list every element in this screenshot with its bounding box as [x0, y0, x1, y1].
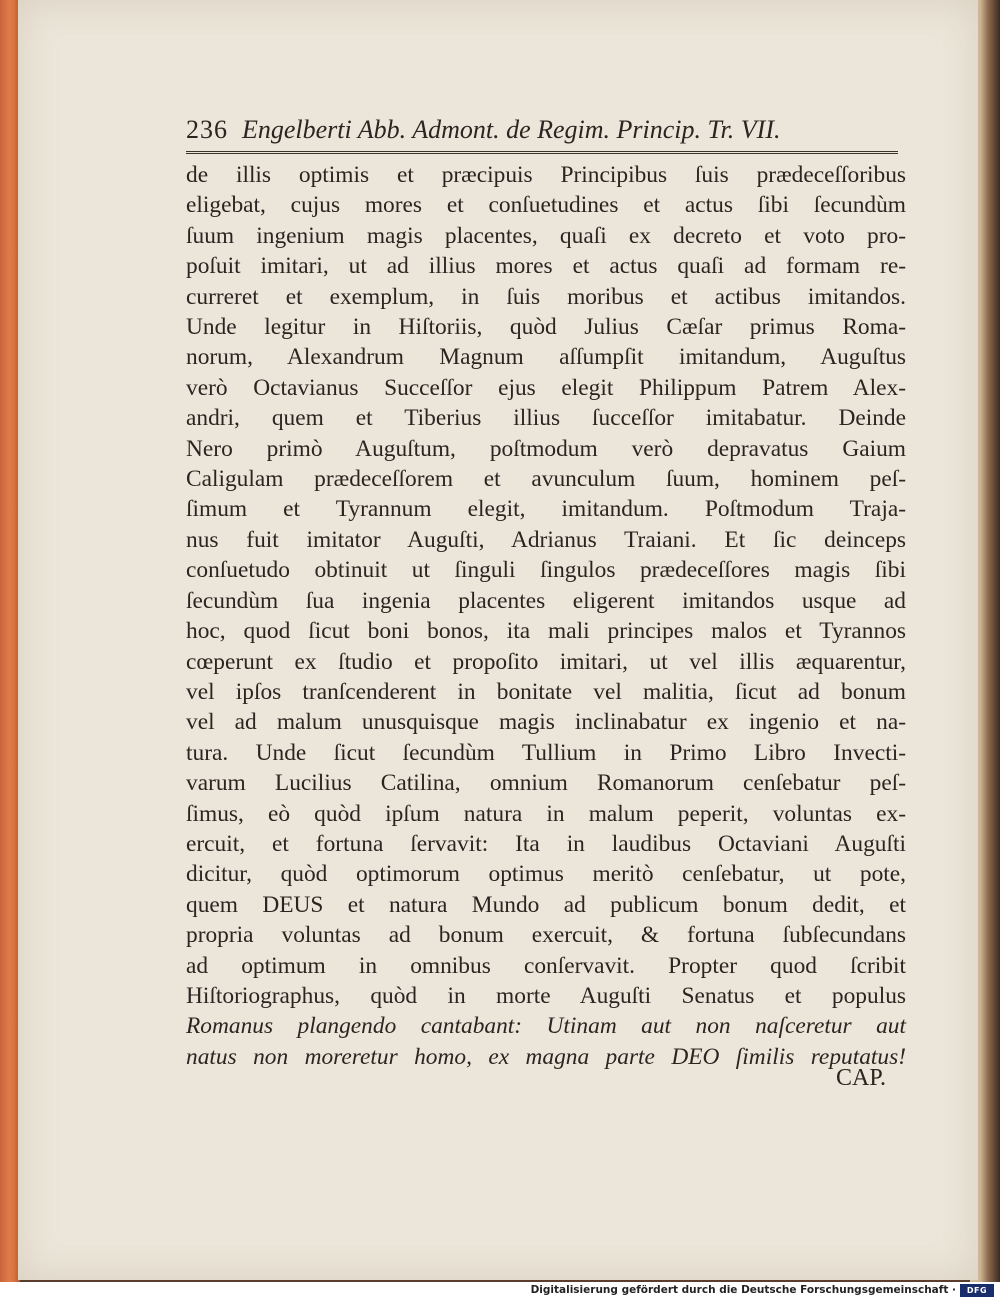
book-edge-left: [0, 0, 20, 1282]
text-line: eligebat, cujus mores et conſuetudines et actus ſibi ſecundùm: [186, 192, 906, 219]
text-line: Caligulam prædeceſſorem et avunculum ſuum, hominem peſ-: [186, 466, 906, 493]
text-line: quem DEUS et natura Mundo ad publicum bonum dedit, et: [186, 891, 906, 918]
text-line: nus fuit imitator Auguſti, Adrianus Traiani. Et ſic deinceps: [186, 526, 906, 553]
text-line: andri, quem et Tiberius illius ſucceſſor imitabatur. Deinde: [186, 405, 906, 432]
text-line: cœperunt ex ſtudio et propoſito imitari, ut vel illis æquarentur,: [186, 648, 906, 675]
text-line: ſecundùm ſua ingenia placentes eligerent imitandos usque ad: [186, 587, 906, 614]
text-line: ad optimum in omnibus conſervavit. Propter quod ſcribit: [186, 952, 906, 979]
text-line: hoc, quod ſicut boni bonos, ita mali principes malos et Tyrannos: [186, 618, 906, 645]
page-number: 236: [186, 115, 228, 144]
text-line: ſimus, eò quòd ipſum natura in malum peperit, voluntas ex-: [186, 800, 906, 827]
page-content: [186, 115, 906, 1072]
text-line: Hiſtoriographus, quòd in morte Auguſti Senatus et populus: [186, 982, 906, 1009]
text-line: Unde legitur in Hiſtoriis, quòd Julius Cæſar primus Roma-: [186, 314, 906, 341]
header-rule: [186, 151, 898, 154]
text-line: Romanus plangendo cantabant: Utinam aut non naſceretur aut: [186, 1013, 906, 1040]
text-line: vel ipſos tranſcenderent in bonitate vel malitia, ſicut ad bonum: [186, 678, 906, 705]
text-line: ercuit, et fortuna ſervavit: Ita in laudibus Octaviani Auguſti: [186, 830, 906, 857]
catchword: CAP.: [836, 1065, 887, 1091]
text-line: conſuetudo obtinuit ut ſinguli ſingulos prædeceſſores magis ſibi: [186, 557, 906, 584]
text-line: natus non moreretur homo, ex magna parte DEO ſimilis reputatus!: [186, 1043, 906, 1070]
text-line: varum Lucilius Catilina, omnium Romanorum cenſebatur peſ-: [186, 770, 906, 797]
digitization-credit: Digitalisierung gefördert durch die Deutsche Forschungsgemeinschaft ·: [530, 1284, 956, 1296]
text-line: ſimum et Tyrannum elegit, imitandum. Poſtmodum Traja-: [186, 496, 906, 523]
text-line: curreret et exemplum, in ſuis moribus et actibus imitandos.: [186, 283, 906, 310]
text-line: poſuit imitari, ut ad illius mores et actus quaſi ad formam re-: [186, 253, 906, 280]
text-line: Nero primò Auguſtum, poſtmodum verò depravatus Gaium: [186, 435, 906, 462]
text-line: tura. Unde ſicut ſecundùm Tullium in Primo Libro Invecti-: [186, 739, 906, 766]
text-line: propria voluntas ad bonum exercuit, & fortuna ſubſecundans: [186, 922, 906, 949]
running-head: [186, 115, 906, 147]
text-line: dicitur, quòd optimorum optimus meritò cenſebatur, ut pote,: [186, 861, 906, 888]
text-line: ſuum ingenium magis placentes, quaſi ex decreto et voto pro-: [186, 222, 906, 249]
text-line: verò Octavianus Succeſſor ejus elegit Philippum Patrem Alex-: [186, 374, 906, 401]
text-line: vel ad malum unusquisque magis inclinabatur ex ingenio et na-: [186, 709, 906, 736]
dfg-logo: DFG: [960, 1284, 994, 1297]
text-line: norum, Alexandrum Magnum aſſumpſit imitandum, Auguſtus: [186, 344, 906, 371]
body-text: [186, 160, 906, 1072]
text-line: de illis optimis et præcipuis Principibus ſuis prædeceſſoribus: [186, 162, 906, 188]
running-head-title: Engelberti Abb. Admont. de Regim. Princip. Tr. VII.: [242, 115, 781, 144]
